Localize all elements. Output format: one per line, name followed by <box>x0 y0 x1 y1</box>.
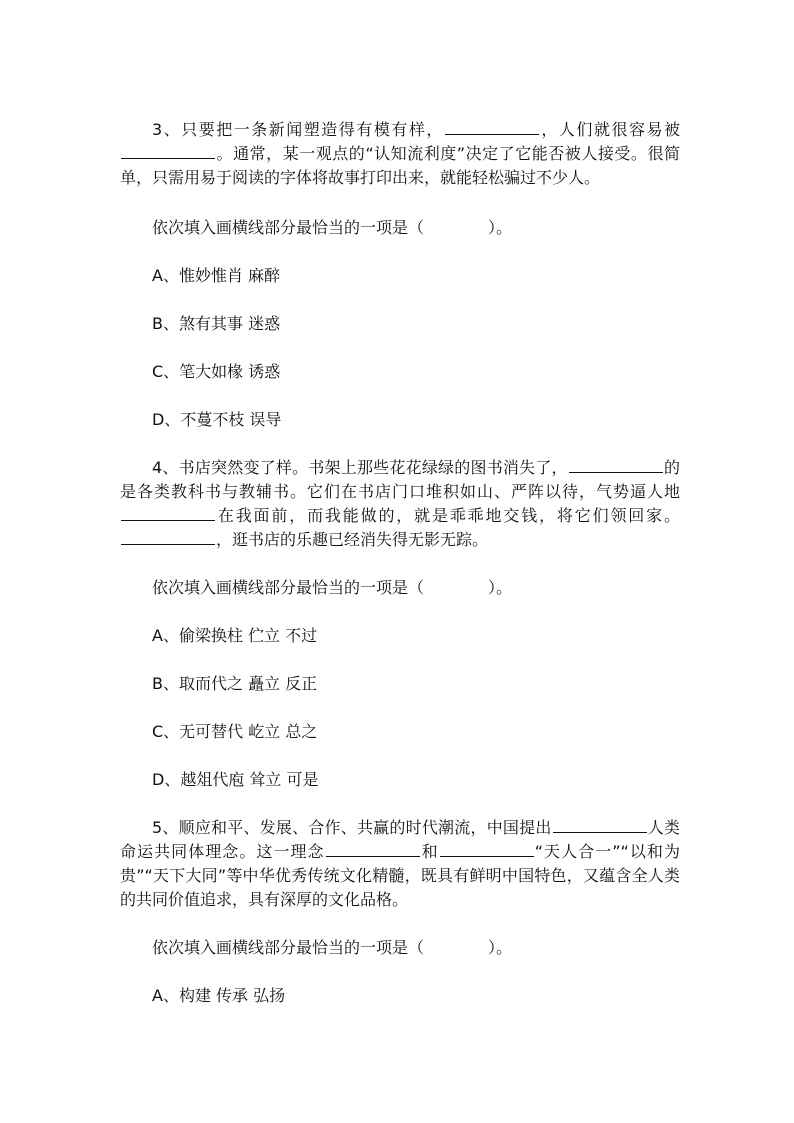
q4-text-1: 4、书店突然变了样。书架上那些花花绿绿的图书消失了， <box>152 458 568 477</box>
q3-option-d: D、不蔓不枝 误导 <box>152 410 282 429</box>
question-4-prompt <box>152 576 512 600</box>
prompt-text: 依次填入画横线部分最恰当的一项是（ <box>152 578 425 597</box>
q3-text-2: ，人们就很容易被 <box>539 120 680 139</box>
question-5-stem <box>120 816 680 912</box>
q4-option-a: A、偷梁换柱 伫立 不过 <box>152 626 318 645</box>
answer-blank <box>121 519 215 521</box>
question-3-prompt <box>152 216 512 240</box>
prompt-close: ）。 <box>488 578 513 597</box>
prompt-close: ）。 <box>488 938 513 957</box>
q4-text-4: ，逛书店的乐趣已经消失得无影无踪。 <box>216 530 489 549</box>
q3-option-a: A、惟妙惟肖 麻醉 <box>152 266 281 285</box>
q4-text-3: 在我面前，而我能做的，就是乖乖地交钱，将它们领回家。 <box>216 506 680 525</box>
q3-text-3: 。通常，某一观点的“认知流利度”决定了它能否被人接受。很简单，只需用易于阅读的字体将故事打印出来，就能轻松骗过不少人。 <box>120 144 680 187</box>
q5-text-1: 5、顺应和平、发展、合作、共赢的时代潮流，中国提出 <box>152 818 552 837</box>
q4-option-b: B、取而代之 矗立 反正 <box>152 674 318 693</box>
q4-option-d: D、越俎代庖 耸立 可是 <box>152 770 319 789</box>
prompt-text: 依次填入画横线部分最恰当的一项是（ <box>152 938 425 957</box>
q5-text-4: “天人合一”“以和为贵”“天下大同”等中华优秀传统文化精髓，既具有鲜明中国特色，又蕴含全人类的共同价值追求，具有深厚的文化品格。 <box>120 842 680 909</box>
answer-blank <box>440 855 534 857</box>
question-5-prompt <box>152 936 512 960</box>
question-3-stem <box>120 118 680 190</box>
prompt-text: 依次填入画横线部分最恰当的一项是（ <box>152 218 425 237</box>
q5-option-a: A、构建 传承 弘扬 <box>152 986 286 1005</box>
answer-blank <box>121 157 215 159</box>
answer-blank <box>326 855 420 857</box>
answer-blank <box>121 543 215 545</box>
q5-text-2: 人类命运共同体理念。这一理念 <box>120 818 680 861</box>
answer-blank <box>445 133 539 135</box>
prompt-close: ）。 <box>488 218 513 237</box>
answer-blank <box>569 471 663 473</box>
q3-option-c: C、笔大如椽 诱惑 <box>152 362 281 381</box>
q3-text-1: 3、只要把一条新闻塑造得有模有样， <box>152 120 444 139</box>
q4-option-c: C、无可替代 屹立 总之 <box>152 722 318 741</box>
q5-text-3: 和 <box>420 842 439 861</box>
q4-text-2: 的是各类教科书与教辅书。它们在书店门口堆积如山、严阵以待，气势逼人地 <box>120 458 680 501</box>
question-4-stem <box>120 456 680 552</box>
q3-option-b: B、煞有其事 迷惑 <box>152 314 281 333</box>
answer-blank <box>553 831 647 833</box>
